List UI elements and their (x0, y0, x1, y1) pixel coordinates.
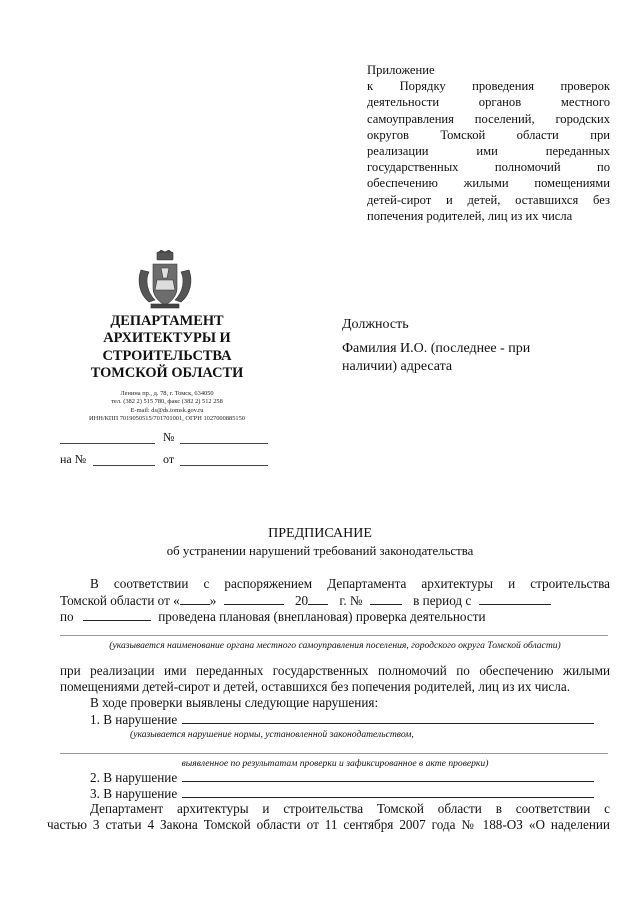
appendix-line: к Порядку проведения проверок (367, 79, 610, 94)
violation-label: 3. В нарушение (90, 786, 178, 801)
incoming-number-line (93, 465, 155, 466)
outgoing-number-row (60, 430, 274, 446)
appendix-line: обеспечению жилыми помещениями (367, 176, 610, 191)
p4-line-2: частью 3 статьи 4 Закона Томской области от 11 сентября 2007 года № 188-ОЗ «О наделении (47, 817, 610, 832)
addressee-position: Должность (342, 317, 409, 332)
period-start-blank (479, 592, 551, 605)
coat-of-arms-icon (135, 250, 195, 310)
appendix-line: государственных полномочий по (367, 160, 610, 175)
appendix-line: округов Томской области при (367, 127, 610, 142)
note-violation-cont: выявленное по результатам проверки и зафиксированное в акте проверки) (181, 758, 489, 769)
appendix-block (367, 62, 610, 224)
p1-line-1: В соответствии с распоряжением Департамента архитектуры и строительства (90, 576, 610, 591)
department-name-line: ДЕПАРТАМЕНТ (110, 313, 224, 329)
p1-text: г. № (339, 593, 363, 608)
note-authority: (указывается наименование органа местного самоуправления поселения, городского округа Томской области) (109, 640, 561, 651)
appendix-line: реализации ими переданных (367, 144, 610, 159)
p1-text: Томской области от « (60, 593, 180, 608)
violation-1-blank (182, 711, 594, 724)
authority-name-line (60, 635, 608, 636)
addressee-name (342, 340, 592, 376)
from-label: от (163, 452, 175, 466)
outgoing-date-line (60, 443, 155, 444)
appendix-line: попечения родителей, лиц из их числа (367, 208, 573, 223)
addressee-name-line: Фамилия И.О. (последнее - при (342, 341, 531, 356)
violation-continuation-line (60, 753, 608, 754)
department-email: E-mail: ds@ds.tomsk.gov.ru (130, 406, 204, 414)
appendix-title: Приложение (367, 63, 435, 77)
p1-line-3 (60, 608, 610, 625)
day-blank (180, 592, 210, 605)
p4-line-1: Департамент архитектуры и строительства Томской области в соответствии с (90, 801, 610, 816)
violation-2 (60, 769, 610, 786)
department-contacts (60, 390, 274, 424)
violation-3 (60, 785, 610, 802)
document-subtitle: об устранении нарушений требований законодательства (166, 544, 474, 558)
p3-line: В ходе проверки выявлены следующие нарушения: (90, 695, 379, 710)
p1-text: в период с (413, 593, 472, 608)
month-blank (224, 592, 284, 605)
p1-text: » (209, 593, 217, 608)
violation-label: 2. В нарушение (90, 770, 178, 785)
department-name-line: СТРОИТЕЛЬСТВА (102, 347, 232, 364)
department-name-line: АРХИТЕКТУРЫ И (103, 330, 231, 347)
document-title: ПРЕДПИСАНИЕ (268, 526, 372, 541)
appendix-line: детей-сирот и детей, оставшихся без (367, 192, 610, 207)
appendix-line: самоуправления поселений, городских (367, 111, 610, 126)
violation-3-blank (182, 785, 594, 798)
department-phone: тел. (382 2) 515 780, факс (382 2) 512 258 (111, 398, 223, 406)
order-number-blank (370, 592, 402, 605)
p2-line-2: помещениями детей-сирот и детей, оставшихся без попечения родителей, лиц из их числа. (60, 679, 571, 694)
p2-line-1: при реализации ими переданных государственных полномочий по обеспечению жилыми (60, 663, 610, 678)
outgoing-number-line (180, 443, 268, 444)
department-address: Ленина пр., д. 78, г. Томск, 634050 (120, 390, 214, 397)
p1-text: по (60, 609, 74, 624)
violation-label: 1. В нарушение (90, 712, 178, 727)
incoming-date-line (180, 465, 268, 466)
appendix-line: деятельности органов местного (367, 95, 610, 110)
year-blank (308, 592, 328, 605)
department-name (60, 313, 274, 383)
department-ids: ИНН/КПП 7019050515/701701001, ОГРН 1027000885150 (88, 415, 245, 423)
violation-2-blank (182, 769, 594, 782)
period-end-blank (83, 608, 151, 621)
note-violation: (указывается нарушение нормы, установленной законодательством, (130, 729, 414, 740)
department-name-line: ТОМСКОЙ ОБЛАСТИ (90, 365, 244, 382)
violation-1 (60, 711, 610, 728)
p1-text: 20 (294, 593, 309, 608)
addressee-name-line: наличии) адресата (342, 359, 453, 374)
p1-line-2 (60, 592, 610, 609)
incoming-reference-row (60, 452, 274, 468)
number-label: № (163, 430, 175, 444)
p1-text: проведена плановая (внеплановая) проверка деятельности (158, 609, 486, 624)
appendix-text (367, 78, 610, 224)
ref-label: на № (60, 452, 87, 466)
